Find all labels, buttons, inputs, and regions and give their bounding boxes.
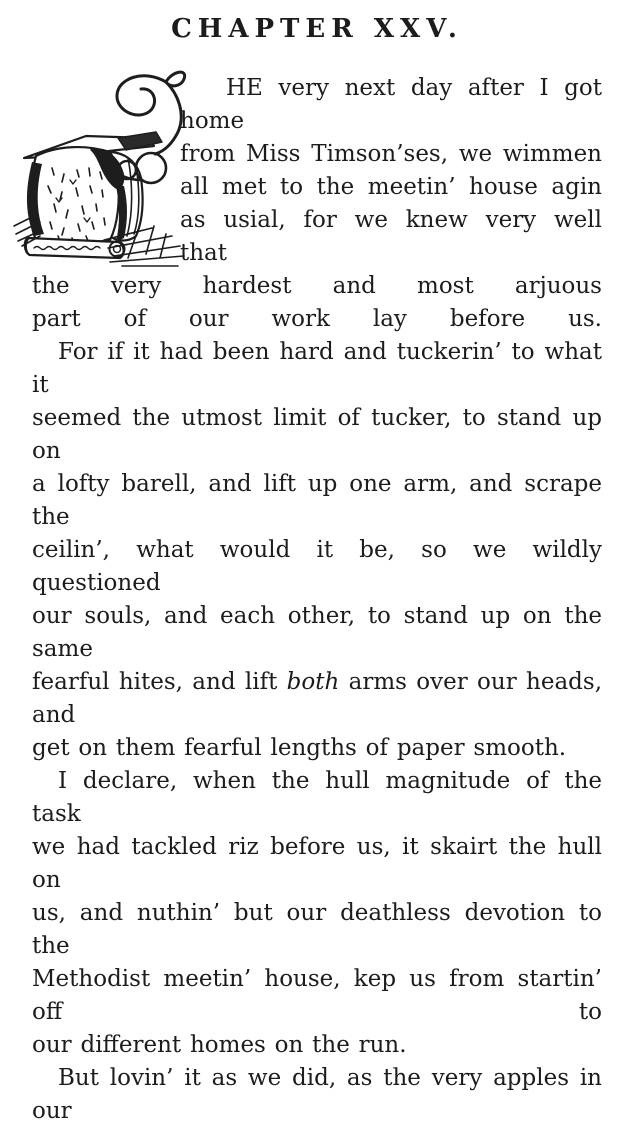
text-line: a lofty barell, and lift up one arm, and scrape the bbox=[32, 471, 602, 530]
paragraph-2 bbox=[32, 336, 602, 765]
text-line: But lovin’ it as we did, as the very apples in our bbox=[32, 1065, 602, 1124]
text-line: seemed the utmost limit of tucker, to stand up on bbox=[32, 405, 602, 464]
text-segment: arms over our heads, and bbox=[32, 669, 602, 728]
text-line: get on them fearful lengths of paper smooth. bbox=[32, 735, 567, 761]
text-line: our different homes on the run. bbox=[32, 1032, 407, 1058]
paragraph-3 bbox=[32, 765, 602, 1062]
text-line bbox=[32, 666, 602, 732]
chapter-illustration bbox=[32, 72, 180, 268]
text-line: For if it had been hard and tuckerin’ to what it bbox=[32, 339, 602, 398]
text-line: our souls, and each other, to stand up on the same bbox=[32, 603, 602, 662]
text-line: Methodist meetin’ house, kep us from startin’ off to bbox=[32, 966, 602, 1025]
text-line: part of our work lay before us. bbox=[32, 306, 602, 332]
paragraph-4 bbox=[32, 1062, 602, 1128]
text-line: as usial, for we knew very well that bbox=[180, 207, 602, 266]
text-segment: fearful hites, and lift bbox=[32, 669, 287, 695]
text-line: ceilin’, what would it be, so we wildly questioned bbox=[32, 537, 602, 596]
bundle-illustration bbox=[20, 66, 232, 278]
text-line: the very hardest and most arjuous bbox=[32, 273, 602, 299]
italic-word: both bbox=[286, 669, 340, 695]
text-line: from Miss Timson’ses, we wimmen bbox=[180, 141, 602, 167]
text-line: we had tackled riz before us, it skairt the hull on bbox=[32, 834, 602, 893]
text-line: us, and nuthin’ but our deathless devotion to the bbox=[32, 900, 602, 959]
swash-initial-t bbox=[117, 72, 185, 183]
text-line: HE very next day after I got home bbox=[180, 75, 602, 134]
text-line: I declare, when the hull magnitude of the task bbox=[32, 768, 602, 827]
text-line: all met to the meetin’ house agin bbox=[180, 174, 602, 200]
page-body bbox=[32, 72, 602, 1128]
chapter-heading: CHAPTER XXV. bbox=[171, 14, 463, 44]
